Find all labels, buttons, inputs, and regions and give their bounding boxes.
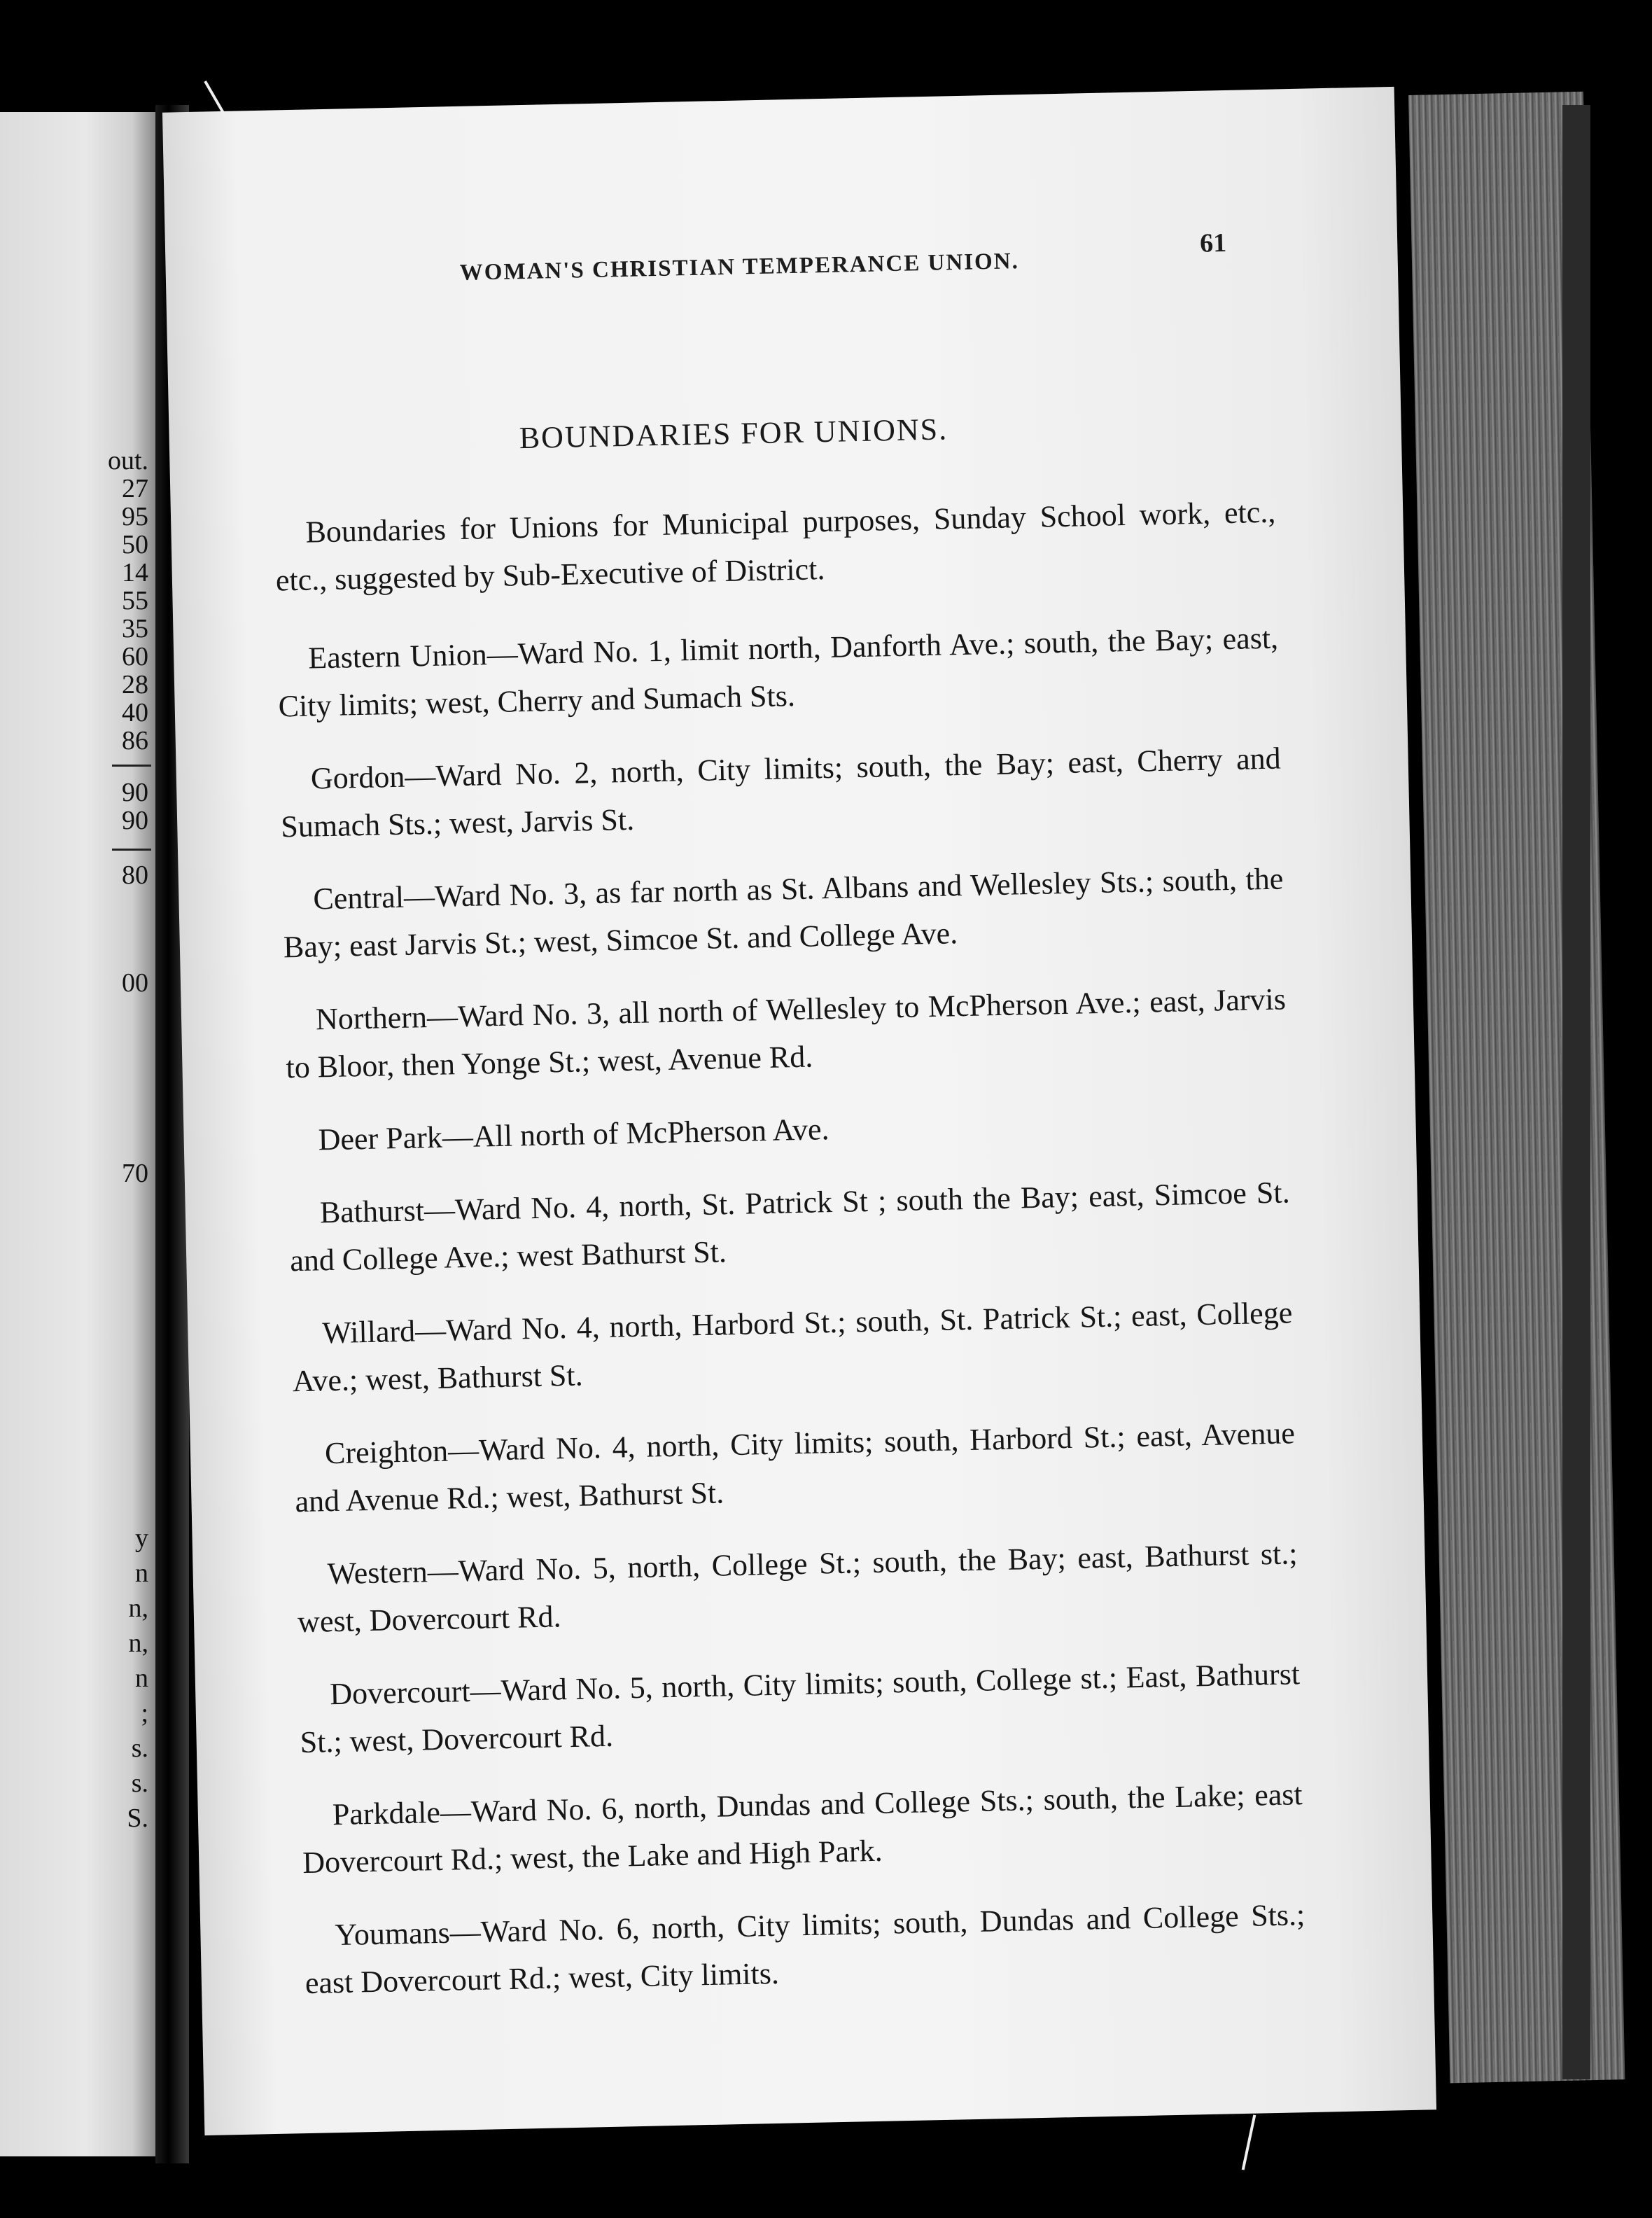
page-fore-edge bbox=[1408, 92, 1625, 2084]
left-totals-column bbox=[122, 779, 148, 835]
boundary-entry: Northern—Ward No. 3, all north of Wellesley to McPherson Ave.; east, Jarvis to Bloor, then Yonge St.; west, Avenue Rd. bbox=[286, 982, 1287, 1085]
boundary-entry: Parkdale—Ward No. 6, north, Dundas and College Sts.; south, the Lake; east Dovercourt Rd.; west, the Lake and High Park. bbox=[302, 1777, 1303, 1881]
left-fragment: 70 bbox=[122, 1159, 148, 1188]
left-fragment: 40 bbox=[122, 698, 148, 727]
left-fragment: s. bbox=[131, 1734, 148, 1763]
page-number: 61 bbox=[1199, 228, 1227, 258]
boundary-entry: Eastern Union—Ward No. 1, limit north, Danforth Ave.; south, the Bay; east, City limits; west, Cherry and Sumach Sts. bbox=[278, 620, 1279, 724]
left-fragment: 90 bbox=[122, 778, 148, 807]
boundary-entry: Youmans—Ward No. 6, north, City limits; south, Dundas and College Sts.; east Dovercourt Rd.; west, City limits. bbox=[304, 1897, 1306, 2001]
intro-paragraph: Boundaries for Unions for Municipal purposes, Sunday School work, etc., etc., suggested by Sub-Executive of District. bbox=[275, 494, 1276, 598]
left-fragment: 90 bbox=[122, 806, 148, 835]
boundary-entry: Bathurst—Ward No. 4, north, St. Patrick St ; south the Bay; east, Simcoe St. and College Ave.; west Bathurst St. bbox=[289, 1175, 1291, 1278]
main-page bbox=[162, 87, 1436, 2135]
left-fragment: s. bbox=[131, 1769, 148, 1798]
running-head: WOMAN'S CHRISTIAN TEMPERANCE UNION. bbox=[459, 249, 1020, 286]
left-fragment: 86 bbox=[122, 726, 148, 755]
left-fragment: n, bbox=[128, 1628, 148, 1658]
left-fragment: 27 bbox=[122, 474, 148, 503]
left-rule bbox=[112, 765, 151, 767]
left-fragment-column bbox=[108, 447, 148, 755]
left-fragment: 00 bbox=[122, 968, 148, 998]
left-page-fragment bbox=[0, 112, 155, 2156]
left-fragment: n, bbox=[128, 1593, 148, 1623]
left-fragment: 35 bbox=[122, 614, 148, 643]
page-fore-edge-shadow bbox=[1562, 105, 1590, 2079]
boundary-entry: Central—Ward No. 3, as far north as St. Albans and Wellesley Sts.; south, the Bay; east Jarvis St.; west, Simcoe St. and College Ave. bbox=[283, 861, 1284, 965]
left-fragment: 80 bbox=[122, 860, 148, 890]
left-fragment: 14 bbox=[122, 558, 148, 587]
left-fragment: 60 bbox=[122, 642, 148, 671]
left-rule bbox=[112, 849, 151, 851]
left-fragment: 55 bbox=[122, 586, 148, 615]
left-fragment: y bbox=[135, 1523, 148, 1553]
left-fragment: n bbox=[135, 1664, 148, 1693]
section-title: BOUNDARIES FOR UNIONS. bbox=[519, 412, 948, 456]
left-fragment: ; bbox=[141, 1699, 148, 1728]
left-bottom-column bbox=[127, 1521, 148, 1836]
left-fragment: 95 bbox=[122, 502, 148, 531]
left-fragment: out. bbox=[107, 446, 148, 475]
left-fragment: n bbox=[135, 1558, 148, 1588]
boundary-entry: Dovercourt—Ward No. 5, north, City limits; south, College st.; East, Bathurst St.; west, Dovercourt Rd. bbox=[300, 1656, 1301, 1760]
boundary-entry: Gordon—Ward No. 2, north, City limits; south, the Bay; east, Cherry and Sumach Sts.; west, Jarvis St. bbox=[280, 741, 1282, 844]
boundary-entry: Willard—Ward No. 4, north, Harbord St.; south, St. Patrick St.; east, College Ave.; west, Bathurst St. bbox=[292, 1295, 1293, 1399]
page-body bbox=[274, 489, 1307, 2032]
boundary-entry: Creighton—Ward No. 4, north, City limits; south, Harbord St.; east, Avenue and Avenue Rd.; west, Bathurst St. bbox=[295, 1416, 1296, 1519]
boundary-entry: Deer Park—All north of McPherson Ave. bbox=[318, 1112, 830, 1157]
left-fragment: S. bbox=[127, 1804, 148, 1833]
left-fragment: 50 bbox=[122, 530, 148, 559]
scan-mark bbox=[1242, 2114, 1256, 2170]
left-fragment: 28 bbox=[122, 670, 148, 699]
boundary-entry: Western—Ward No. 5, north, College St.; south, the Bay; east, Bathurst st.; west, Dovercourt Rd. bbox=[297, 1536, 1298, 1640]
